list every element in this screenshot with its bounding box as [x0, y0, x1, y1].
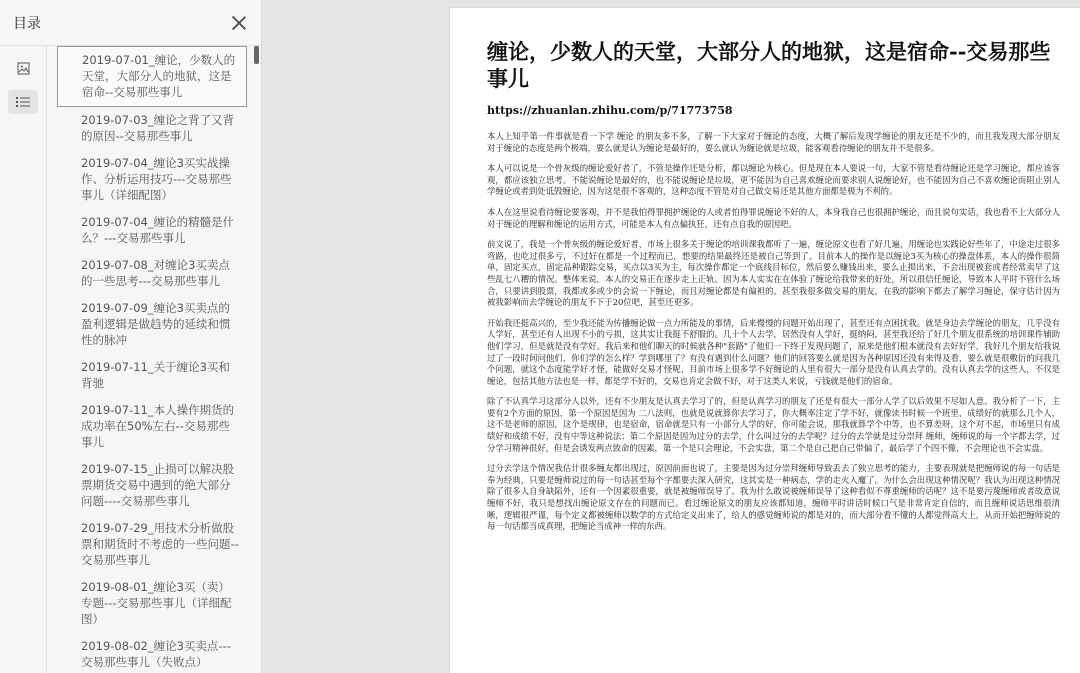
- outline-toolbar: [0, 46, 47, 673]
- outline-item[interactable]: 2019-07-04_缠论3买实战操作、分析运用技巧---交易那些事儿（详细配图）: [81, 156, 232, 202]
- outline-item[interactable]: 2019-07-09_缠论3买卖点的盈利逻辑是做趋势的延续和惯性的脉冲: [81, 301, 231, 347]
- outline-item[interactable]: 2019-07-15_止损可以解决股票期货交易中遇到的绝大部分问题----交易那些事儿: [81, 462, 235, 508]
- outline-list: [57, 46, 247, 673]
- outline-item[interactable]: 2019-07-04_缠论的精髓是什么？---交易那些事儿: [81, 215, 235, 245]
- document-paragraph: 本人在这里说看待缠论要客观，并不是我怕得罪拥护缠论的人或者怕得罪说缠论不好的人，本身我自己也很拥护缠论，而且说句实话，我也看不上大部分人对于缠论的理解和缠论的运用方式，可能是本人有点偏执狂，还有点自我的原因吧。: [487, 206, 1060, 229]
- list-icon: [16, 96, 30, 108]
- document-url[interactable]: https://zhuanlan.zhihu.com/p/71773758: [487, 104, 733, 117]
- outline-item[interactable]: 2019-07-11_关于缠论3买和背驰: [81, 360, 230, 390]
- outline-title: 目录: [13, 15, 41, 32]
- outline-item[interactable]: 2019-07-01_缠论，少数人的天堂，大部分人的地狱，这是宿命--交易那些事儿: [57, 46, 247, 107]
- outline-item[interactable]: 2019-07-29_用技术分析做股票和期货时不考虑的一些问题--交易那些事儿: [81, 521, 239, 567]
- document-paragraph: 本人上知乎第一件事就是看一下学 缠论 的朋友多不多，了解一下大家对于缠论的态度，大概了解后发现学缠论的朋友还是不少的，而且我发现大部分朋友对于缠论的态度是两个极端，要么就是认为缠论是最好的，要么就认为缠论就是垃圾，能客观看待缠论的朋友并不是很多。: [487, 131, 1060, 153]
- close-icon[interactable]: [231, 15, 247, 31]
- document-page: [450, 8, 1080, 673]
- image-icon: [17, 62, 30, 75]
- document-paragraph: 过分去学这个情况我估计很多缠友都出现过，原因前面也说了，主要是因为过分崇拜缠师导致丢去了独立思考的能力，主要表现就是把缠师说的每一句话是奉为经典，只要是缠师说过的每一句话甚至每个字都要去深入研究，这其实是一种病态，学的走火入魔了。为什么会出现这种情况呢？我认为出现这种情况除了很多人自身缺陷外，还有一个因素很重要，就是被缠师误导了。我为什么敢说被缠师误导了这种看似不尊重缠师的话呢？这不是要污蔑缠师或者故意说缠师不好，我只是想找出缠论原文存在的问题而已。看过缠论原文的朋友应该都知道，缠师平时讲话时候口气是非常肯定自信的，而且缠师说话思维很清晰，逻辑很严谨，每个定义都被缠师以数学的方式给定义出来了，给人的感觉缠师说的都是对的，而大部分看不懂的人都觉得高大上，从而开始把缠师说的每一句话都当成真理，把缠论当成神一样的东西。: [487, 463, 1060, 532]
- outline-header: [0, 0, 261, 46]
- outline-item[interactable]: 2019-07-08_对缠论3买卖点的一些思考---交易那些事儿: [81, 258, 230, 288]
- outline-scrollbar[interactable]: [254, 46, 259, 64]
- document-body: [450, 131, 1080, 533]
- outline-item[interactable]: 2019-07-11_本人操作期货的成功率在50%左右--交易那些事儿: [81, 403, 235, 449]
- thumbnails-button[interactable]: [8, 56, 38, 80]
- outline-item[interactable]: 2019-07-03_缠论之背了又背的原因--交易那些事儿: [81, 113, 235, 143]
- document-title: 缠论，少数人的天堂，大部分人的地狱，这是宿命--交易那些事儿: [487, 39, 1051, 91]
- document-paragraph: 开始我还挺高兴的，至少我还能为传播缠论做一点力所能及的事情，后来慢慢的问题开始出现了，甚至还有点困扰我。就是身边去学缠论的朋友，几乎没有人学好，甚至还有人出现不小的亏损，这其实让我挺不舒服的。几十个人去学，居然没有人学好，挺纳闷，甚至我还给了好几个朋友很系统的培训课件辅助他们学习，但是就是没有学好。我后来和他们聊天的时候就各种"套路"了他们一下终于发现问题了，原来是他们根本就没有去好好学，我好几个朋友给我说过了一段时间问他们，你们学的怎么样？学到哪里了？有没有遇到什么问题？他们的回答要么就是因为各种原因还没有来得及看，要么就是很敷衍的问我几个问题，就这个态度能学好才怪，能做好交易才怪呢，目前市场上很多学不好缠论的人里有很大一部分是没有认真去学的。没有认真去学的这些人，不仅是缠论，包括其他方法也是一样，都是学不好的，交易也肯定会做不好，对于这类人来说，亏钱就是他们的宿命。: [487, 317, 1060, 386]
- outline-item[interactable]: 2019-08-02_缠论3买卖点---交易那些事儿（失败点）: [81, 639, 231, 669]
- document-paragraph: 除了不认真学习这部分人以外，还有不少朋友是认真去学习了的，但是认真学习的朋友了还是有很大一部分人学了以后效果不尽如人意。我分析了一下，主要有2个方面的原因，第一个原因是因为 二八法则，也就是说就算你去学习了，你大概率注定了学不好，就像读书时候一个班里，成绩好的就那么几个人，这不是老师的原因，这个是规律，也是宿命，宿命就是只有一小部分人学的好，你可能会说，那我就算学个中等，也不算差呀，这个对不起，市场里只有成绩好和成绩不好，没有中等这种说法；第二个原因是因为过分的去学，什么叫过分的去学呢？过分的去学就是过分崇拜 缠师，缠师说的每一个字都去学，过分学习精神很好，但是会诱发两点致命的因素，第一个是只会理论，不会实盘，第二个是自己把自己带偏了，最后学了个四不像，不会理论也不会实盘。: [487, 396, 1060, 453]
- outline-item[interactable]: 2019-08-01_缠论3买（卖）专题---交易那些事儿（详细配图）: [81, 580, 232, 626]
- document-paragraph: 本人可以说是一个骨灰级的缠论爱好者了，不管是操作还是分析，都以缠论为核心。但是现在本人要说一句，大家不管是看待缠论还是学习缠论，都应该客观，都应该独立思考。不能说缠论是最好的，也不能说缠论是垃圾，更不能因为自己喜欢缠论而要求别人说缠论好，也不能因为自己不喜欢缠论而阻止别人学缠论或者到处诋毁缠论，因为这是很不客观的，这种态度不管是对自己做交易还是其他方面都是极为不利的。: [487, 163, 1060, 197]
- outline-list-button[interactable]: [8, 90, 38, 114]
- outline-panel: [0, 0, 262, 673]
- document-paragraph: 前文说了，我是一个骨灰级的缠论爱好者，市场上很多关于缠论的培训课我都听了一遍，缠论原文也看了好几遍，用缠论也实践论好些年了，中途走过很多弯路，也吃过很多亏，不过好在都是一个过程而已，想要的结果最终还是被自己等到了。目前本人的操作是以缠论3买为核心的操盘体系，本人的操作很简单，固定买点，固定品种跟踪交易，买点以3买为主，每次操作都定一个底线目标位，然后要么赚钱出来，要么止损出来，不会出现被套或者经常卖早了这些乱七八糟的情况。整体来说，本人的交易正在逐步走上正轨。因为本人实实在在体验了缠论给我带来的好处，所以很信任缠论，导致本人平时不管什么场合，只要讲到股票，我都或多或少的会说一下缠论，而且对缠论都是有偏袒的。甚至我很多做交易的朋友，在我的影响下都去了解学习缠论，保守估计因为被我影响而去学缠论的朋友不下于20位吧，甚至还更多。: [487, 239, 1060, 308]
